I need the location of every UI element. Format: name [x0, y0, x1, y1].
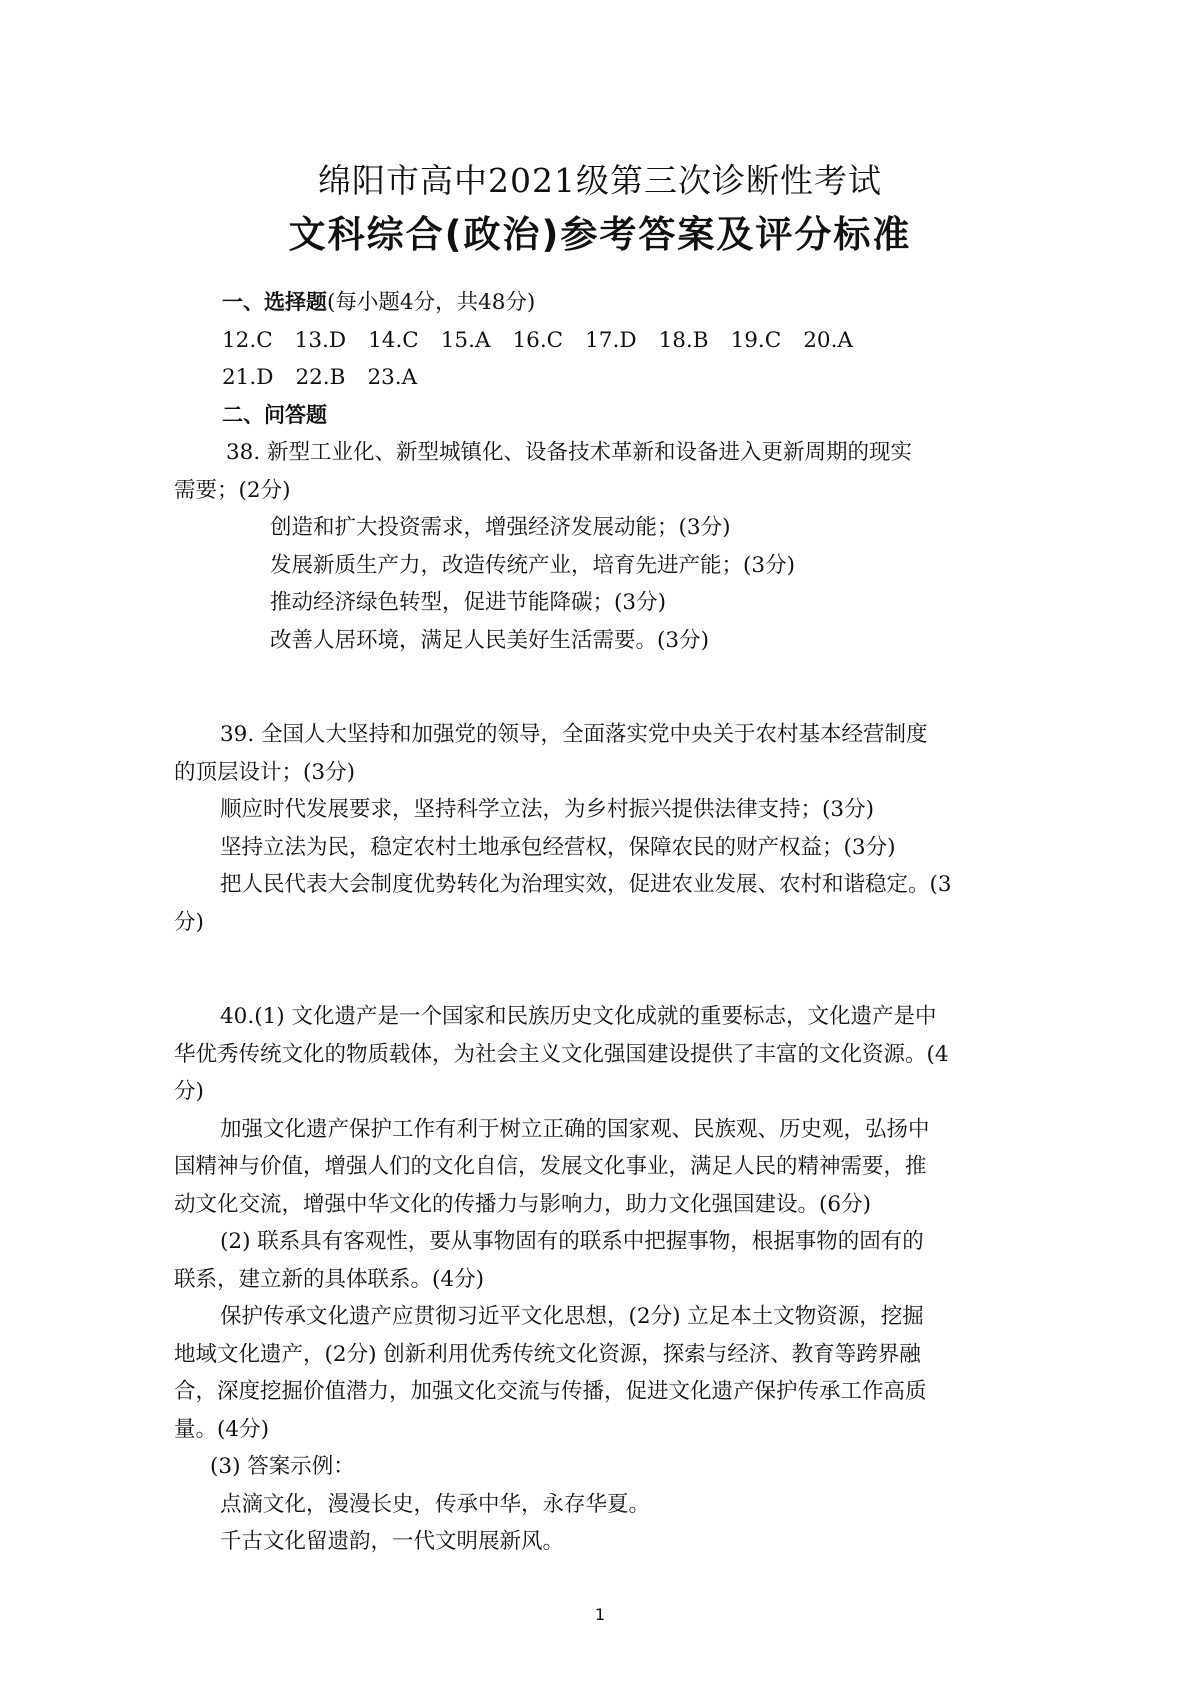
- section1-note: (每小题4分，共48分): [327, 290, 536, 315]
- q40-part1-line-1: 40.(1) 文化遗产是一个国家和民族历史文化成就的重要标志，文化遗产是中: [220, 1004, 937, 1029]
- answer-item: 13.D: [294, 327, 347, 353]
- answer-item: 16.C: [512, 327, 564, 353]
- answers-row-1: [174, 322, 1036, 360]
- q40-part1-line-3: 分): [174, 1079, 204, 1104]
- q40-part1b-line-3: 动文化交流，增强中华文化的传播力与影响力，助力文化强国建设。(6分): [174, 1191, 871, 1217]
- q38-line-1: 38. 新型工业化、新型城镇化、设备技术革新和设备进入更新周期的现实: [226, 440, 913, 465]
- answer-item: 17.D: [585, 327, 637, 353]
- q40-part3-example-1: 点滴文化，漫漫长史，传承中华，永存华夏。: [220, 1491, 651, 1517]
- answer-item: 18.B: [658, 327, 709, 353]
- q39-point-1: 顺应时代发展要求，坚持科学立法，为乡村振兴提供法律支持；(3分): [220, 797, 874, 822]
- page-number: 1: [594, 1605, 606, 1624]
- section1-header: [174, 284, 1036, 322]
- answer-item: 12.C: [222, 327, 273, 353]
- q38-point-2: 发展新质生产力，改造传统产业，培育先进产能；(3分): [270, 552, 795, 578]
- answer-content: [174, 284, 1036, 1561]
- q40-part1-line-2: 华优秀传统文化的物质载体，为社会主义文化强国建设提供了丰富的文化资源。(4: [174, 1041, 949, 1067]
- answer-item: 14.C: [368, 327, 419, 353]
- q38-point-1: 创造和扩大投资需求，增强经济发展动能；(3分): [270, 515, 731, 540]
- q39-point-2: 坚持立法为民，稳定农村土地承包经营权，保障农民的财产权益；(3分): [220, 834, 896, 860]
- exam-title: 绵阳市高中2021级第三次诊断性考试: [318, 161, 882, 200]
- q39-point-3a: 把人民代表大会制度优势转化为治理实效，促进农业发展、农村和谐稳定。(3: [220, 872, 952, 897]
- answer-item: 21.D: [222, 365, 274, 390]
- q39-point-3b: 分): [174, 909, 204, 935]
- q38-line-2: 需要；(2分): [174, 477, 291, 503]
- answer-item: 19.C: [730, 327, 782, 353]
- document-subtitle: 文科综合(政治)参考答案及评分标准: [288, 213, 912, 256]
- section1-heading: 一、选择题: [222, 290, 327, 314]
- q39-line-2: 的顶层设计；(3分): [174, 759, 355, 785]
- q40-part2-line-2: 联系，建立新的具体联系。(4分): [174, 1266, 484, 1292]
- q40-part3-example-2: 千古文化留遗韵，一代文明展新风。: [220, 1529, 565, 1554]
- q40-part2b-line-2: 地域文化遗产，(2分) 创新利用优秀传统文化资源，探索与经济、教育等跨界融: [174, 1341, 921, 1367]
- answer-item: 15.A: [440, 327, 491, 353]
- answers-row-2: [174, 359, 1036, 397]
- q40-part1b-line-2: 国精神与价值，增强人们的文化自信，发展文化事业，满足人民的精神需要，推: [174, 1154, 927, 1179]
- q40-part2-line-1: (2) 联系具有客观性，要从事物固有的联系中把握事物，根据事物的固有的: [220, 1229, 924, 1254]
- answer-item: 22.B: [295, 365, 346, 390]
- answer-item: 23.A: [367, 365, 418, 390]
- q40-part2b-line-1: 保护传承文化遗产应贯彻习近平文化思想，(2分) 立足本土文物资源，挖掘: [220, 1304, 924, 1329]
- q38-point-4: 改善人居环境，满足人民美好生活需要。(3分): [270, 627, 709, 653]
- q40-part2b-line-3: 合，深度挖掘价值潜力，加强文化交流与传播，促进文化遗产保护传承工作高质: [174, 1379, 927, 1404]
- q40-part1b-line-1: 加强文化遗产保护工作有利于树立正确的国家观、民族观、历史观，弘扬中: [220, 1116, 930, 1142]
- q40-part2b-line-4: 量。(4分): [174, 1416, 269, 1442]
- q40-part3-line-1: (3) 答案示例：: [210, 1454, 355, 1479]
- section2-header: [174, 397, 1036, 435]
- section2-heading: 二、问答题: [222, 402, 327, 427]
- answer-item: 20.A: [803, 327, 853, 353]
- q38-point-3: 推动经济绿色转型，促进节能降碳；(3分): [270, 590, 666, 615]
- q39-line-1: 39. 全国人大坚持和加强党的领导，全面落实党中央关于农村基本经营制度: [220, 722, 928, 747]
